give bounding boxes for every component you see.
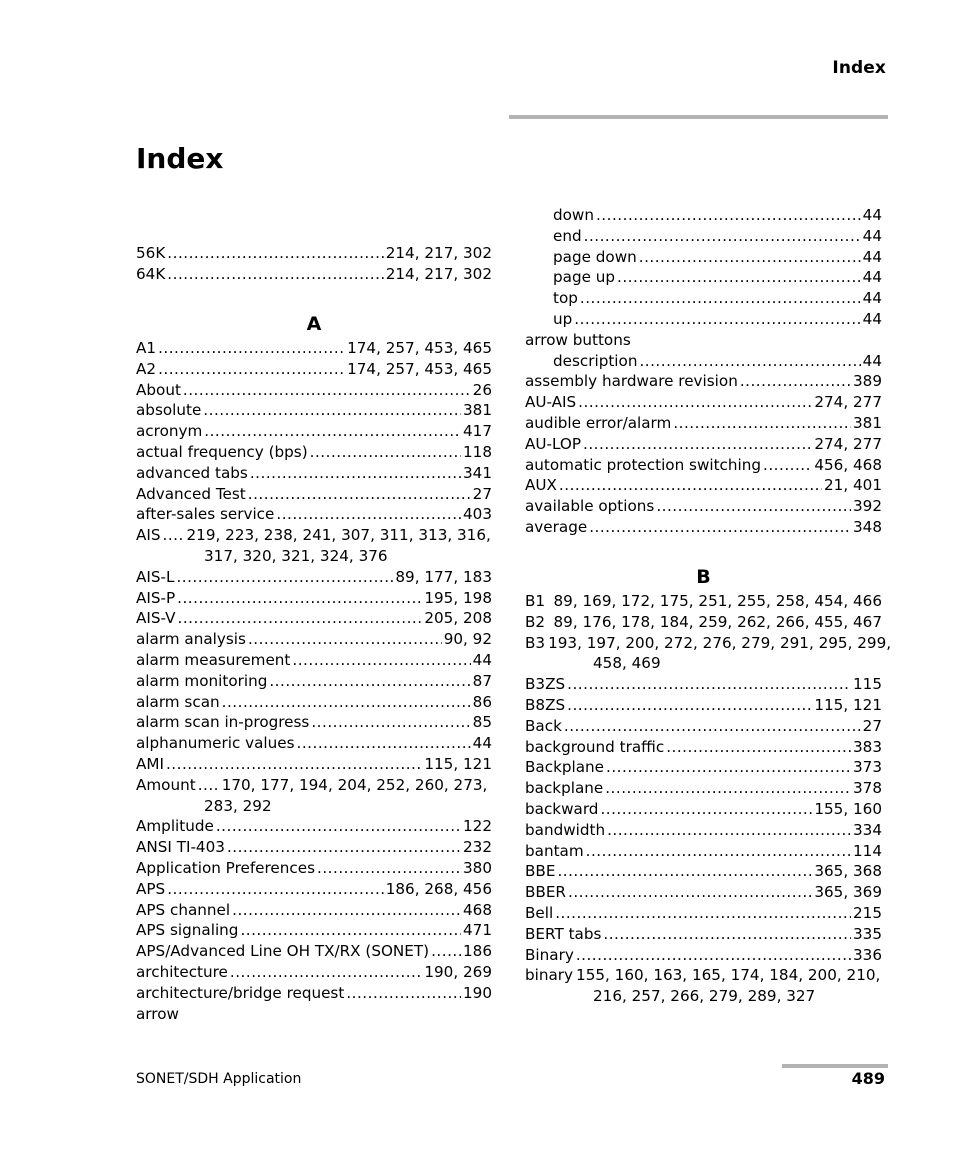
- index-entry: [525, 737, 882, 758]
- dot-leader: [639, 351, 860, 372]
- index-entry: [136, 816, 492, 837]
- index-term: arrow: [136, 1004, 179, 1023]
- index-term: 64K: [136, 264, 166, 283]
- dot-leader: [603, 924, 851, 945]
- index-page-numbers: 27: [472, 484, 492, 503]
- index-entry: [525, 496, 882, 517]
- index-page-numbers: 115, 121: [424, 755, 492, 773]
- index-entry: [525, 716, 882, 737]
- index-term: AMI: [136, 755, 164, 773]
- index-entry: [136, 442, 492, 463]
- index-page-numbers: 186, 268, 456: [385, 879, 492, 898]
- running-header: Index: [832, 58, 886, 78]
- footer-rule: [782, 1064, 888, 1068]
- index-entry: [525, 371, 882, 392]
- index-term: background traffic: [525, 737, 665, 756]
- index-entry: [136, 733, 492, 754]
- index-entry: [525, 965, 882, 986]
- index-entry: [525, 674, 882, 695]
- dot-leader: [222, 692, 471, 713]
- index-letter-heading: A: [306, 313, 322, 335]
- index-term: Binary: [525, 945, 574, 964]
- index-page-numbers-continued: 283, 292: [204, 796, 272, 815]
- index-term: automatic protection switching: [525, 455, 762, 474]
- index-term: BBE: [525, 862, 556, 881]
- dot-leader: [673, 413, 851, 434]
- header-rule: [509, 115, 888, 119]
- index-page-numbers: 118: [463, 443, 492, 461]
- dot-leader: [346, 983, 461, 1004]
- dot-leader: [292, 650, 470, 671]
- index-entry: [525, 633, 892, 654]
- dot-leader: [230, 962, 422, 983]
- index-entry: [525, 903, 882, 924]
- index-term: APS: [136, 879, 166, 898]
- dot-leader: [317, 858, 461, 879]
- index-entry: [136, 900, 492, 921]
- index-subentry: [553, 226, 882, 247]
- index-entry: [525, 820, 882, 841]
- index-entry: [136, 983, 492, 1004]
- dot-leader: [240, 920, 461, 941]
- index-term: top: [553, 289, 578, 308]
- index-page-numbers: 195, 198: [424, 588, 492, 607]
- index-entry: [525, 330, 882, 351]
- index-entry: [136, 650, 492, 671]
- index-page-numbers: 86: [472, 692, 492, 711]
- index-entry: [136, 879, 492, 900]
- index-page-numbers: 190: [463, 983, 492, 1002]
- index-term: up: [553, 310, 573, 328]
- index-term: AU-LOP: [525, 434, 582, 453]
- index-term: B2: [525, 612, 546, 631]
- index-term: audible error/alarm: [525, 414, 672, 432]
- index-page-numbers: 214, 217, 302: [385, 244, 492, 262]
- index-term: backward: [525, 800, 599, 818]
- index-entry: [136, 400, 492, 421]
- index-page-numbers: 89, 176, 178, 184, 259, 262, 266, 455, 467: [553, 612, 882, 631]
- index-entry: [136, 692, 492, 713]
- index-page-numbers: 44: [862, 351, 882, 370]
- dot-leader: [574, 309, 860, 330]
- index-term: AU-AIS: [525, 393, 577, 412]
- index-page-numbers: 21, 401: [824, 476, 882, 495]
- index-page-numbers: 383: [853, 737, 882, 756]
- index-term: Backplane: [525, 758, 605, 777]
- index-term: assembly hardware revision: [525, 372, 738, 391]
- dot-leader: [198, 775, 220, 796]
- index-page-numbers: 403: [463, 505, 492, 524]
- index-page-numbers: 89, 177, 183: [395, 567, 492, 586]
- index-term: alarm scan in-progress: [136, 713, 310, 732]
- index-page-numbers: 193, 197, 200, 272, 276, 279, 291, 295, 299,: [548, 633, 892, 652]
- index-page-numbers: 114: [853, 841, 882, 860]
- index-page-numbers: 174, 257, 453, 465: [347, 359, 492, 378]
- index-page-numbers: 44: [862, 289, 882, 308]
- dot-leader: [740, 371, 851, 392]
- index-entry: [136, 264, 492, 285]
- index-page-numbers: 214, 217, 302: [385, 264, 492, 283]
- dot-leader: [559, 475, 822, 496]
- index-term: available options: [525, 497, 655, 516]
- index-page-numbers: 274, 277: [814, 393, 882, 412]
- page-title: Index: [136, 142, 224, 175]
- index-page-numbers: 190, 269: [424, 963, 492, 981]
- index-page-numbers: 44: [472, 651, 492, 669]
- index-entry: [136, 754, 492, 775]
- index-entry: [525, 455, 882, 476]
- index-entry: [525, 757, 882, 778]
- dot-leader: [567, 674, 851, 695]
- dot-leader: [269, 671, 470, 692]
- index-term: alphanumeric values: [136, 734, 295, 753]
- index-term: page down: [553, 247, 637, 266]
- index-term: Bell: [525, 904, 554, 922]
- dot-leader: [596, 205, 861, 226]
- index-entry: [525, 695, 882, 716]
- dot-leader: [248, 484, 471, 505]
- dot-leader: [557, 861, 812, 882]
- dot-leader: [297, 733, 471, 754]
- index-term: Back: [525, 716, 562, 735]
- index-page-numbers: 115, 121: [814, 696, 882, 714]
- dot-leader: [578, 392, 812, 413]
- index-page-numbers: 205, 208: [424, 609, 492, 628]
- index-term: arrow buttons: [525, 330, 631, 349]
- index-term: APS/Advanced Line OH TX/RX (SONET): [136, 942, 430, 961]
- index-entry: [136, 421, 492, 442]
- index-entry: [525, 434, 882, 455]
- index-entry: [136, 629, 492, 650]
- dot-leader: [568, 882, 812, 903]
- index-page-numbers: 87: [472, 671, 492, 690]
- index-entry: [525, 778, 882, 799]
- index-entry: [136, 775, 492, 796]
- index-entry: [525, 841, 882, 862]
- index-page-numbers: 335: [853, 924, 882, 943]
- index-term: description: [553, 351, 638, 370]
- index-term: alarm measurement: [136, 651, 291, 669]
- index-entry: [136, 567, 492, 588]
- dot-leader: [248, 629, 442, 650]
- index-page-numbers: 90, 92: [443, 630, 492, 649]
- index-entry: [136, 380, 492, 401]
- dot-leader: [178, 608, 423, 629]
- index-page-numbers: 389: [853, 372, 882, 391]
- index-page-numbers: 215: [853, 904, 882, 922]
- index-page-numbers: 468: [463, 900, 492, 919]
- index-entry: [136, 359, 492, 380]
- index-subentry: [553, 247, 882, 268]
- dot-leader: [158, 359, 345, 380]
- index-entry: [136, 338, 492, 359]
- index-entry: [525, 924, 882, 945]
- index-term: ANSI TI-403: [136, 838, 225, 857]
- index-entry: [136, 588, 492, 609]
- index-term: architecture/bridge request: [136, 983, 345, 1002]
- index-entry: [525, 475, 882, 496]
- index-term: bantam: [525, 841, 584, 860]
- index-page-numbers: 456, 468: [814, 455, 882, 474]
- dot-leader: [617, 267, 861, 288]
- index-term: after-sales service: [136, 505, 275, 524]
- index-page-numbers: 392: [853, 497, 882, 516]
- index-entry: [525, 392, 882, 413]
- index-page-numbers-continued: 317, 320, 321, 324, 376: [204, 547, 388, 565]
- index-page-numbers: 274, 277: [814, 434, 882, 453]
- index-term: BBER: [525, 883, 566, 902]
- index-term: AIS: [136, 526, 161, 545]
- index-page-numbers: 417: [463, 422, 492, 441]
- dot-leader: [584, 226, 861, 247]
- index-page-numbers: 380: [463, 859, 492, 877]
- index-term: B3ZS: [525, 675, 566, 694]
- index-page-numbers-continued: 458, 469: [593, 654, 661, 673]
- index-term: AIS-P: [136, 588, 176, 607]
- index-page-numbers: 44: [862, 226, 882, 245]
- index-subentry: [553, 351, 882, 372]
- index-term: Advanced Test: [136, 484, 246, 503]
- index-entry: [525, 612, 882, 633]
- index-page-numbers: 44: [862, 206, 882, 224]
- index-page-numbers: 381: [853, 414, 882, 432]
- index-entry: [136, 858, 492, 879]
- index-subentry: [553, 205, 882, 226]
- dot-leader: [250, 463, 461, 484]
- dot-leader: [216, 816, 461, 837]
- index-term: down: [553, 206, 594, 224]
- index-term: alarm analysis: [136, 630, 246, 649]
- dot-leader: [600, 799, 812, 820]
- index-entry: [136, 243, 492, 264]
- dot-leader: [167, 879, 384, 900]
- dot-leader: [567, 695, 812, 716]
- dot-leader: [183, 380, 471, 401]
- index-page-numbers: 27: [862, 716, 882, 735]
- index-page-numbers: 381: [463, 401, 492, 420]
- index-page-numbers: 378: [853, 779, 882, 798]
- index-term: binary: [525, 966, 574, 985]
- dot-leader: [158, 338, 345, 359]
- index-term: acronym: [136, 422, 203, 441]
- index-page-numbers: 348: [853, 518, 882, 536]
- index-page-numbers: 44: [862, 310, 882, 328]
- index-entry: [136, 671, 492, 692]
- index-entry: [525, 591, 882, 612]
- index-page-numbers: 232: [463, 838, 492, 857]
- index-term: AIS-L: [136, 567, 175, 586]
- dot-leader: [227, 837, 461, 858]
- index-term: AIS-V: [136, 609, 176, 628]
- index-entry: [525, 882, 882, 903]
- index-term: alarm monitoring: [136, 671, 268, 690]
- dot-leader: [310, 442, 461, 463]
- index-page-numbers: 174, 257, 453, 465: [347, 339, 492, 357]
- index-page-numbers: 44: [862, 268, 882, 287]
- index-entry: [525, 413, 882, 434]
- dot-leader: [589, 517, 851, 538]
- index-term: 56K: [136, 244, 166, 262]
- index-term: A1: [136, 339, 157, 357]
- dot-leader: [167, 264, 383, 285]
- index-entry: [136, 712, 492, 733]
- index-entry: [136, 920, 492, 941]
- index-letter-heading: B: [696, 566, 711, 588]
- index-page-numbers: 85: [472, 713, 492, 732]
- index-term: A2: [136, 359, 157, 378]
- index-page-numbers: 122: [463, 817, 492, 836]
- index-term: Application Preferences: [136, 859, 316, 877]
- dot-leader: [176, 567, 393, 588]
- dot-leader: [163, 525, 185, 546]
- index-page-numbers: 44: [862, 247, 882, 266]
- index-page-numbers: 155, 160: [814, 800, 882, 818]
- dot-leader: [586, 841, 851, 862]
- dot-leader: [580, 288, 861, 309]
- index-term: Amount: [136, 775, 196, 794]
- index-entry: [525, 945, 882, 966]
- index-page-numbers: 89, 169, 172, 175, 251, 255, 258, 454, 466: [553, 592, 882, 610]
- index-entry: [136, 484, 492, 505]
- index-page-numbers: 44: [472, 734, 492, 753]
- dot-leader: [576, 945, 851, 966]
- dot-leader: [666, 737, 851, 758]
- index-term: APS channel: [136, 900, 231, 919]
- dot-leader: [763, 455, 812, 476]
- index-page-numbers: 334: [853, 820, 882, 839]
- index-term: B8ZS: [525, 696, 566, 714]
- index-entry: [136, 504, 492, 525]
- index-page-numbers-continued: 216, 257, 266, 279, 289, 327: [593, 987, 816, 1006]
- dot-leader: [232, 900, 461, 921]
- dot-leader: [656, 496, 851, 517]
- index-entry: [136, 525, 492, 546]
- index-page-numbers: 336: [853, 945, 882, 964]
- dot-leader: [606, 757, 851, 778]
- index-term: actual frequency (bps): [136, 443, 308, 461]
- dot-leader: [583, 434, 812, 455]
- index-page-numbers: 341: [463, 463, 492, 482]
- index-entry: [136, 962, 492, 983]
- index-term: B3: [525, 633, 546, 652]
- dot-leader: [276, 504, 461, 525]
- index-term: backplane: [525, 779, 604, 798]
- dot-leader: [177, 588, 422, 609]
- index-subentry: [553, 309, 882, 330]
- dot-leader: [204, 421, 461, 442]
- dot-leader: [166, 754, 422, 775]
- index-page-numbers: 365, 368: [814, 862, 882, 881]
- dot-leader: [311, 712, 470, 733]
- index-term: bandwidth: [525, 820, 606, 839]
- index-page-numbers: 115: [853, 675, 882, 694]
- dot-leader: [555, 903, 851, 924]
- index-term: absolute: [136, 401, 202, 420]
- index-term: alarm scan: [136, 692, 220, 711]
- footer-document-title: SONET/SDH Application: [136, 1071, 302, 1087]
- index-page-numbers: 155, 160, 163, 165, 174, 184, 200, 210,: [576, 966, 881, 985]
- index-entry: [136, 608, 492, 629]
- index-term: average: [525, 518, 588, 536]
- index-entry: [136, 837, 492, 858]
- index-entry: [525, 861, 882, 882]
- dot-leader: [639, 247, 861, 268]
- index-term: architecture: [136, 963, 228, 981]
- index-page-numbers: 186: [463, 942, 492, 961]
- index-entry: [136, 463, 492, 484]
- index-page-numbers: 26: [472, 380, 492, 399]
- index-term: end: [553, 226, 582, 245]
- index-term: About: [136, 380, 181, 399]
- index-term: BERT tabs: [525, 924, 602, 943]
- index-page-numbers: 365, 369: [814, 883, 882, 902]
- index-term: B1: [525, 592, 546, 610]
- index-subentry: [553, 267, 882, 288]
- page-number: 489: [851, 1069, 885, 1088]
- index-page-numbers: 170, 177, 194, 204, 252, 260, 273,: [221, 775, 488, 794]
- dot-leader: [607, 820, 851, 841]
- dot-leader: [431, 941, 461, 962]
- index-page-numbers: 471: [463, 921, 492, 940]
- index-term: advanced tabs: [136, 463, 248, 482]
- index-page-numbers: 373: [853, 758, 882, 777]
- index-entry: [136, 1004, 492, 1025]
- index-entry: [136, 941, 492, 962]
- index-entry: [525, 799, 882, 820]
- index-subentry: [553, 288, 882, 309]
- index-entry: [525, 517, 882, 538]
- dot-leader: [605, 778, 851, 799]
- dot-leader: [167, 243, 383, 264]
- index-term: page up: [553, 268, 616, 287]
- index-term: Amplitude: [136, 817, 214, 836]
- dot-leader: [203, 400, 461, 421]
- index-page-numbers: 219, 223, 238, 241, 307, 311, 313, 316,: [186, 526, 491, 545]
- dot-leader: [564, 716, 861, 737]
- index-term: APS signaling: [136, 921, 239, 940]
- index-term: AUX: [525, 476, 557, 495]
